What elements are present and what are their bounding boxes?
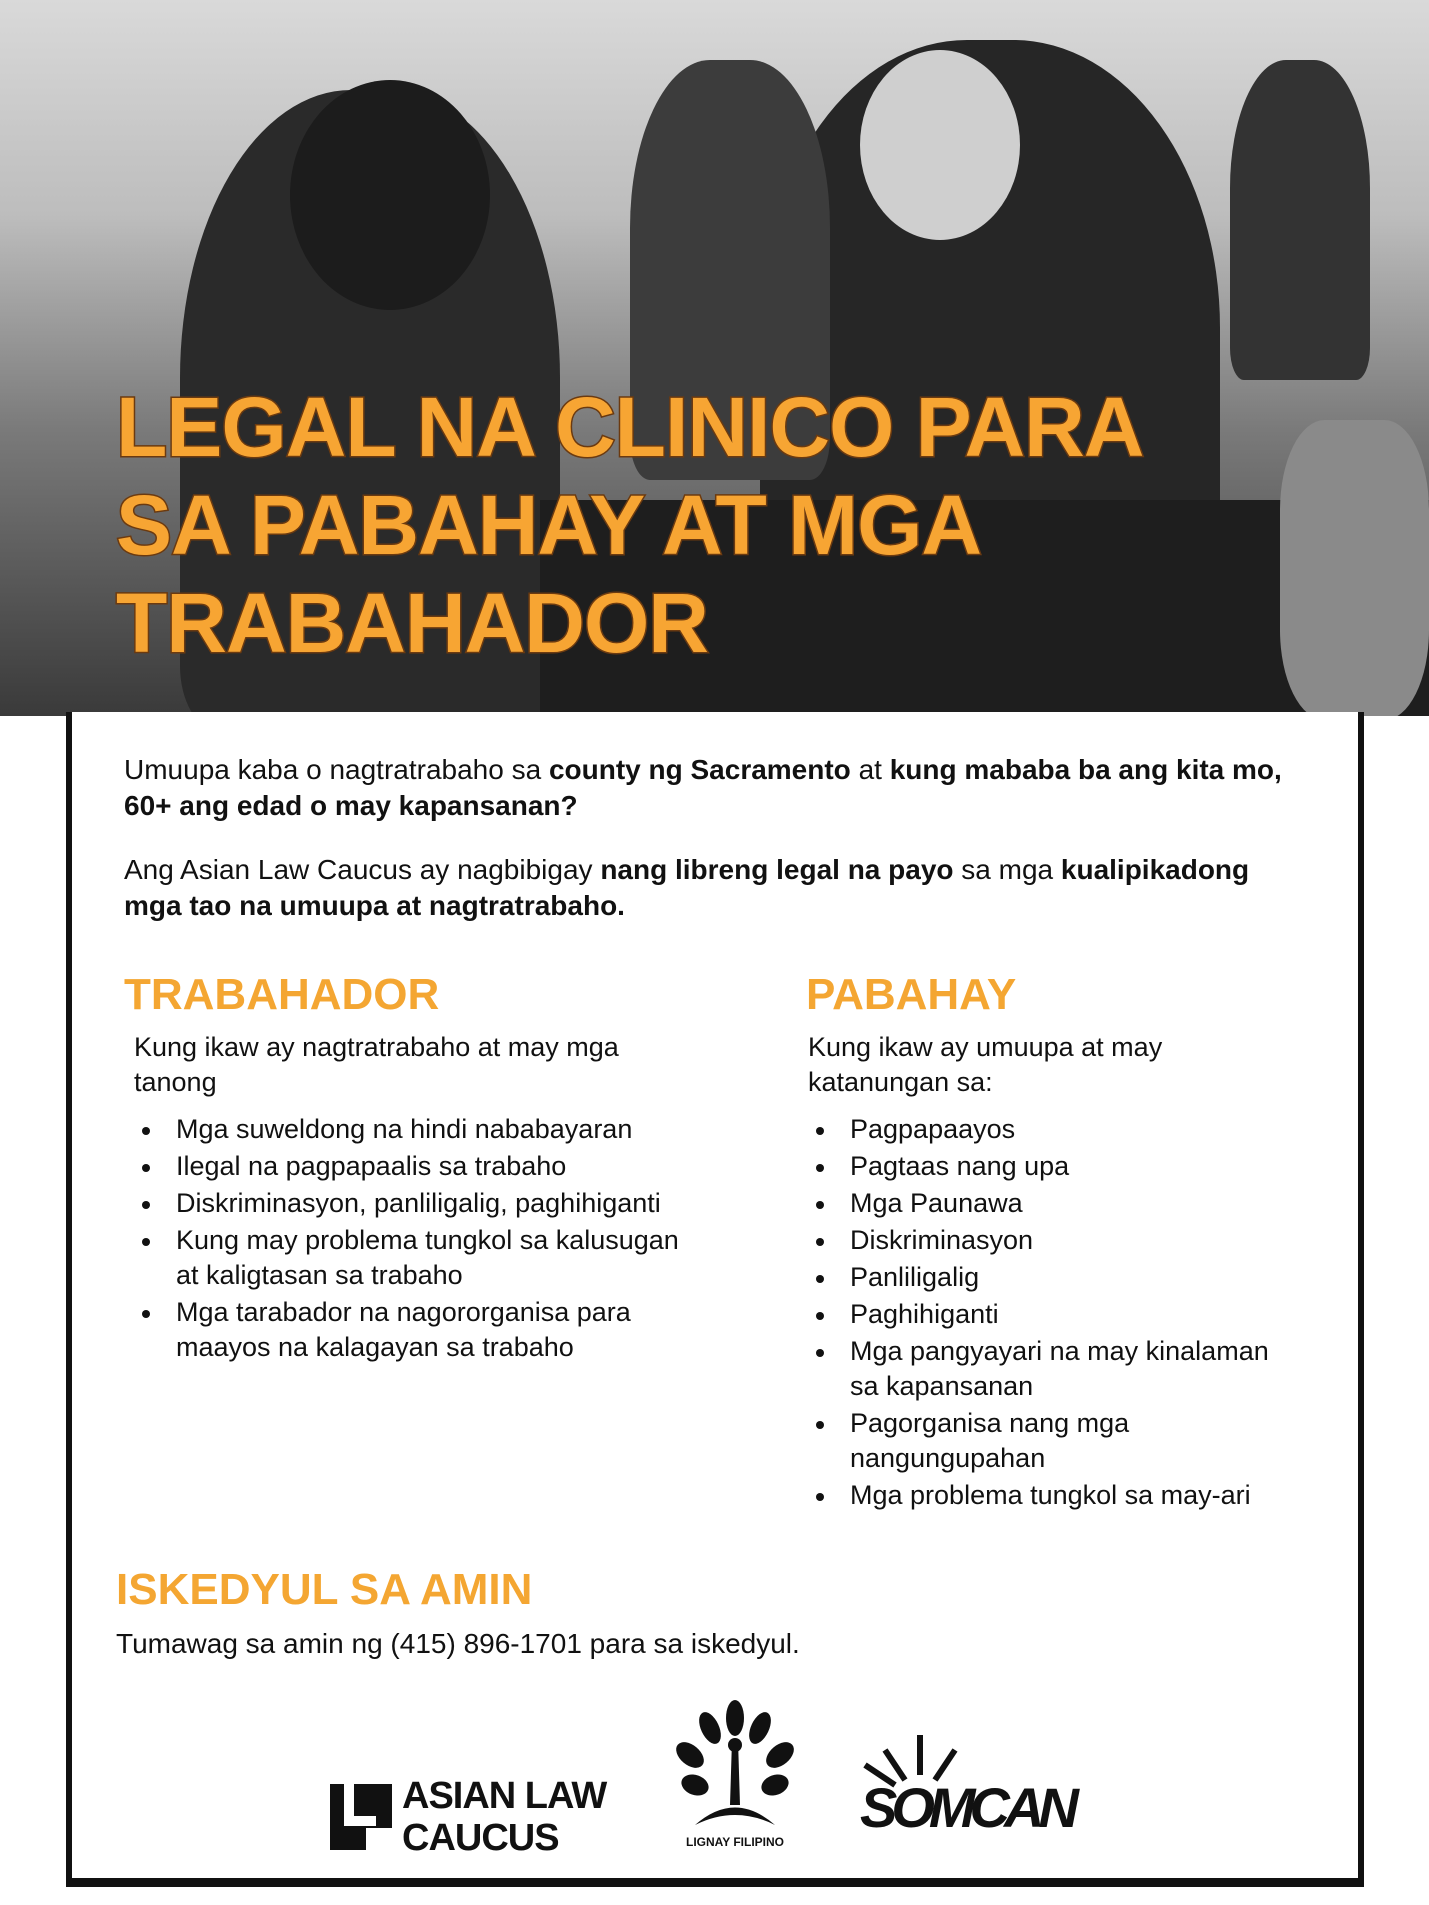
schedule-heading: ISKEDYUL SA AMIN: [116, 1565, 533, 1614]
bold-phrase: nang libreng legal na payo: [600, 854, 954, 885]
list-item: Kung may problema tungkol sa kalusugan at kaligtasan sa trabaho: [126, 1223, 686, 1293]
intro-question: [124, 752, 1304, 824]
housing-heading: PABAHAY: [806, 970, 1017, 1019]
workers-column: [126, 1030, 686, 1367]
bold-phrase: kung mababa ba ang kita mo, 60+ ang edad o may kapansanan?: [124, 754, 1282, 821]
housing-column: [800, 1030, 1280, 1515]
text-run: at: [850, 754, 890, 785]
page-title: [116, 378, 1376, 672]
title-line: SA PABAHAY AT MGA: [116, 478, 982, 572]
schedule-phone-text[interactable]: Tumawag sa amin ng (415) 896-1701 para sa iskedyul.: [116, 1628, 800, 1659]
list-item: Diskriminasyon, panliligalig, paghihiganti: [126, 1186, 686, 1221]
list-item: Ilegal na pagpapaalis sa trabaho: [126, 1149, 686, 1184]
somcan-logo: [860, 1730, 1073, 1850]
lignay-text: LIGNAY FILIPINO: [685, 1835, 784, 1849]
list-item: Panliligalig: [800, 1260, 1280, 1295]
list-item: Mga Paunawa: [800, 1186, 1280, 1221]
list-item: Paghihiganti: [800, 1297, 1280, 1332]
list-item: Diskriminasyon: [800, 1223, 1280, 1258]
text-run: Umuupa kaba o nagtratrabaho sa: [124, 754, 549, 785]
alc-line: CAUCUS: [402, 1817, 559, 1859]
asian-law-caucus-logo: [330, 1775, 606, 1859]
list-item: Mga problema tungkol sa may-ari: [800, 1478, 1280, 1513]
partner-logos: [330, 1700, 1090, 1860]
intro-offer: [124, 852, 1304, 924]
list-item: Mga pangyayari na may kinalaman sa kapansanan: [800, 1334, 1280, 1404]
title-line: LEGAL NA CLINICO PARA: [116, 380, 1144, 474]
list-item: Mga tarabador na nagororganisa para maayos na kalagayan sa trabaho: [126, 1295, 686, 1365]
housing-list: [800, 1112, 1280, 1513]
workers-heading: TRABAHADOR: [124, 970, 440, 1019]
alc-mark-icon: [330, 1784, 392, 1850]
workers-lead: Kung ikaw ay nagtratrabaho at may mga tanong: [134, 1032, 619, 1097]
bold-phrase: county ng Sacramento: [548, 754, 851, 785]
text-run: Ang Asian Law Caucus ay nagbibigay: [124, 854, 601, 885]
list-item: Pagtaas nang upa: [800, 1149, 1280, 1184]
alc-line: ASIAN LAW: [402, 1775, 607, 1817]
title-line: TRABAHADOR: [116, 576, 708, 670]
list-item: Pagorganisa nang mga nangungupahan: [800, 1406, 1280, 1476]
housing-lead: Kung ikaw ay umuupa at may katanungan sa:: [808, 1032, 1163, 1097]
text-run: sa mga: [953, 854, 1061, 885]
bold-phrase: kualipikadong mga tao na umuupa at nagtratrabaho.: [124, 854, 1250, 921]
workers-list: [126, 1112, 686, 1365]
tree-icon: [670, 1700, 800, 1830]
list-item: Mga suweldong na hindi nababayaran: [126, 1112, 686, 1147]
list-item: Pagpapaayos: [800, 1112, 1280, 1147]
lignay-filipino-logo: [670, 1700, 800, 1849]
somcan-text: SOMCAN: [860, 1776, 1073, 1839]
